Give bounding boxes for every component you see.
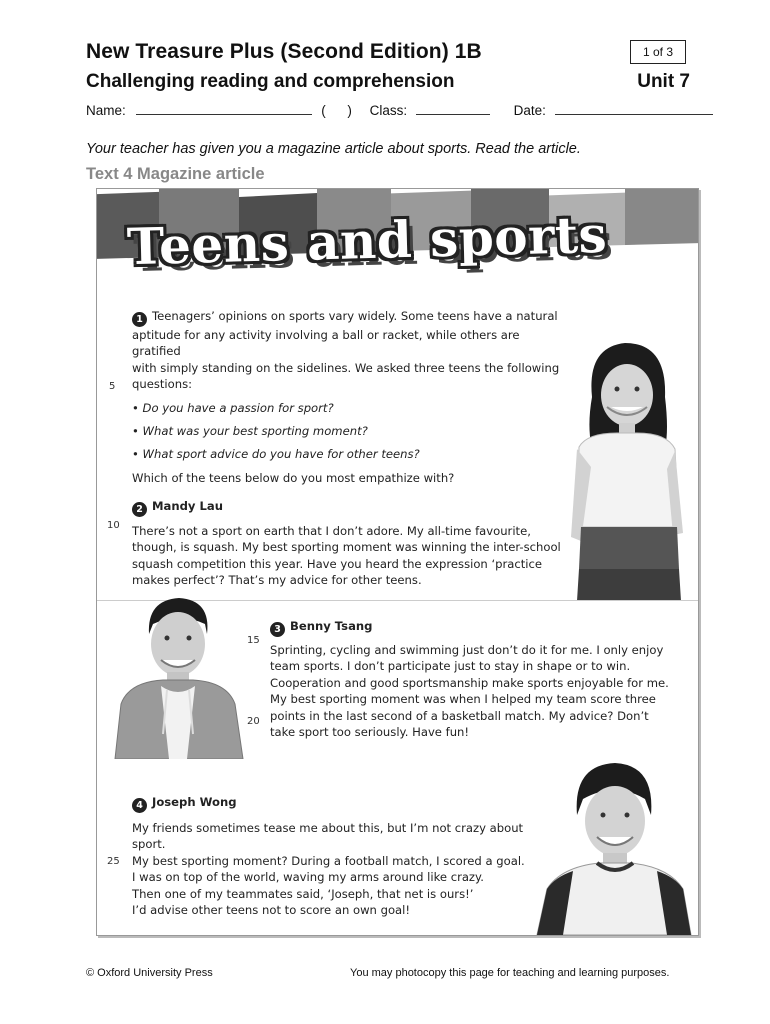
benny-line-1: Sprinting, cycling and swimming just don’t do it for me. I only enjoy [270,643,664,657]
intro-line-4: questions: [132,377,193,392]
paragraph-number-4: 4 [132,798,147,813]
joseph-line-3: I was on top of the world, waving my arms around like crazy. [132,870,484,885]
intro-line-1: Teenagers’ opinions on sports vary widely. Some teens have a natural [152,309,558,323]
mandy-name: Mandy Lau [152,499,223,513]
unit-label: Unit 7 [637,71,690,92]
line-number-5: 5 [109,381,116,392]
benny-name: Benny Tsang [290,619,373,633]
benny-line-5: points in the last second of a basketball match. My advice? Don’t [270,708,649,723]
class-field[interactable] [416,102,490,115]
page-indicator-text: 1 of 3 [642,45,674,59]
benny-line-3: Cooperation and good sportsmanship make sports enjoyable for me. [270,675,669,690]
name-label: Name: [86,103,126,118]
mandy-photo [567,337,697,601]
benny-heading [270,619,372,637]
class-label: Class: [369,103,408,118]
paragraph-number-2: 2 [132,502,147,517]
mandy-line-3: squash competition this year. Have you heard the expression ‘practice [132,556,543,571]
paragraph-number-3: 3 [270,622,285,637]
intro-line-2: aptitude for any activity involving a ball or racket, while others are gratified [132,328,520,359]
paragraph-number-1: 1 [132,312,147,327]
copyright-text: © Oxford University Press [86,967,213,979]
photocopy-note: You may photocopy this page for teaching and learning purposes. [350,967,670,979]
line-number-15: 15 [247,635,260,646]
joseph-line-5: I’d advise other teens not to score an own goal! [132,903,411,918]
instruction-text: Your teacher has given you a magazine article about sports. Read the article. [86,141,581,157]
benny-line-2: team sports. I don’t participate just to stay in shape or to win. [270,659,631,674]
joseph-line-2: My best sporting moment? During a football match, I scored a goal. [132,853,525,868]
class-number-close: ) [347,103,352,118]
joseph-line-4: Then one of my teammates said, ‘Joseph, that net is ours!’ [132,886,474,901]
joseph-paragraph [132,820,552,918]
mandy-heading [132,499,223,517]
magazine-article [96,188,699,936]
line-number-25: 25 [107,856,120,867]
benny-photo [109,594,245,759]
joseph-line-1: My friends sometimes tease me about this, but I’m not crazy about sport. [132,821,524,852]
mandy-line-2: though, is squash. My best sporting moment was winning the inter-school [132,540,561,555]
intro-paragraph [132,308,572,486]
question-1: • Do you have a passion for sport? [132,400,334,415]
question-3: • What sport advice do you have for other teens? [132,447,420,462]
intro-closing: Which of the teens below do you most empathize with? [132,470,455,485]
joseph-heading [132,795,237,813]
mandy-line-1: There’s not a sport on earth that I don’t adore. My all-time favourite, [132,524,531,538]
line-number-10: 10 [107,520,120,531]
benny-line-4: My best sporting moment was when I helped my team score three [270,692,656,707]
article-headline: Teens and sports [126,204,608,277]
joseph-name: Joseph Wong [152,795,237,809]
class-number-open: ( [321,103,326,118]
intro-line-3: with simply standing on the sidelines. We asked three teens the following [132,360,560,375]
question-2: • What was your best sporting moment? [132,424,368,439]
student-info-row [86,102,713,118]
benny-line-6: take sport too seriously. Have fun! [270,725,470,740]
date-label: Date: [513,103,546,118]
benny-paragraph [270,642,690,740]
worksheet-subtitle: Challenging reading and comprehension [86,71,455,92]
mandy-paragraph [132,523,572,589]
text-label: Text 4 Magazine article [86,165,265,183]
page-indicator [630,40,686,64]
name-field[interactable] [136,102,312,115]
joseph-photo [533,759,693,935]
date-field[interactable] [555,102,713,115]
mandy-line-4: makes perfect’? That’s my advice for other teens. [132,573,422,588]
intro-line [132,308,572,327]
line-number-20: 20 [247,716,260,727]
worksheet-title: New Treasure Plus (Second Edition) 1B [86,40,482,63]
